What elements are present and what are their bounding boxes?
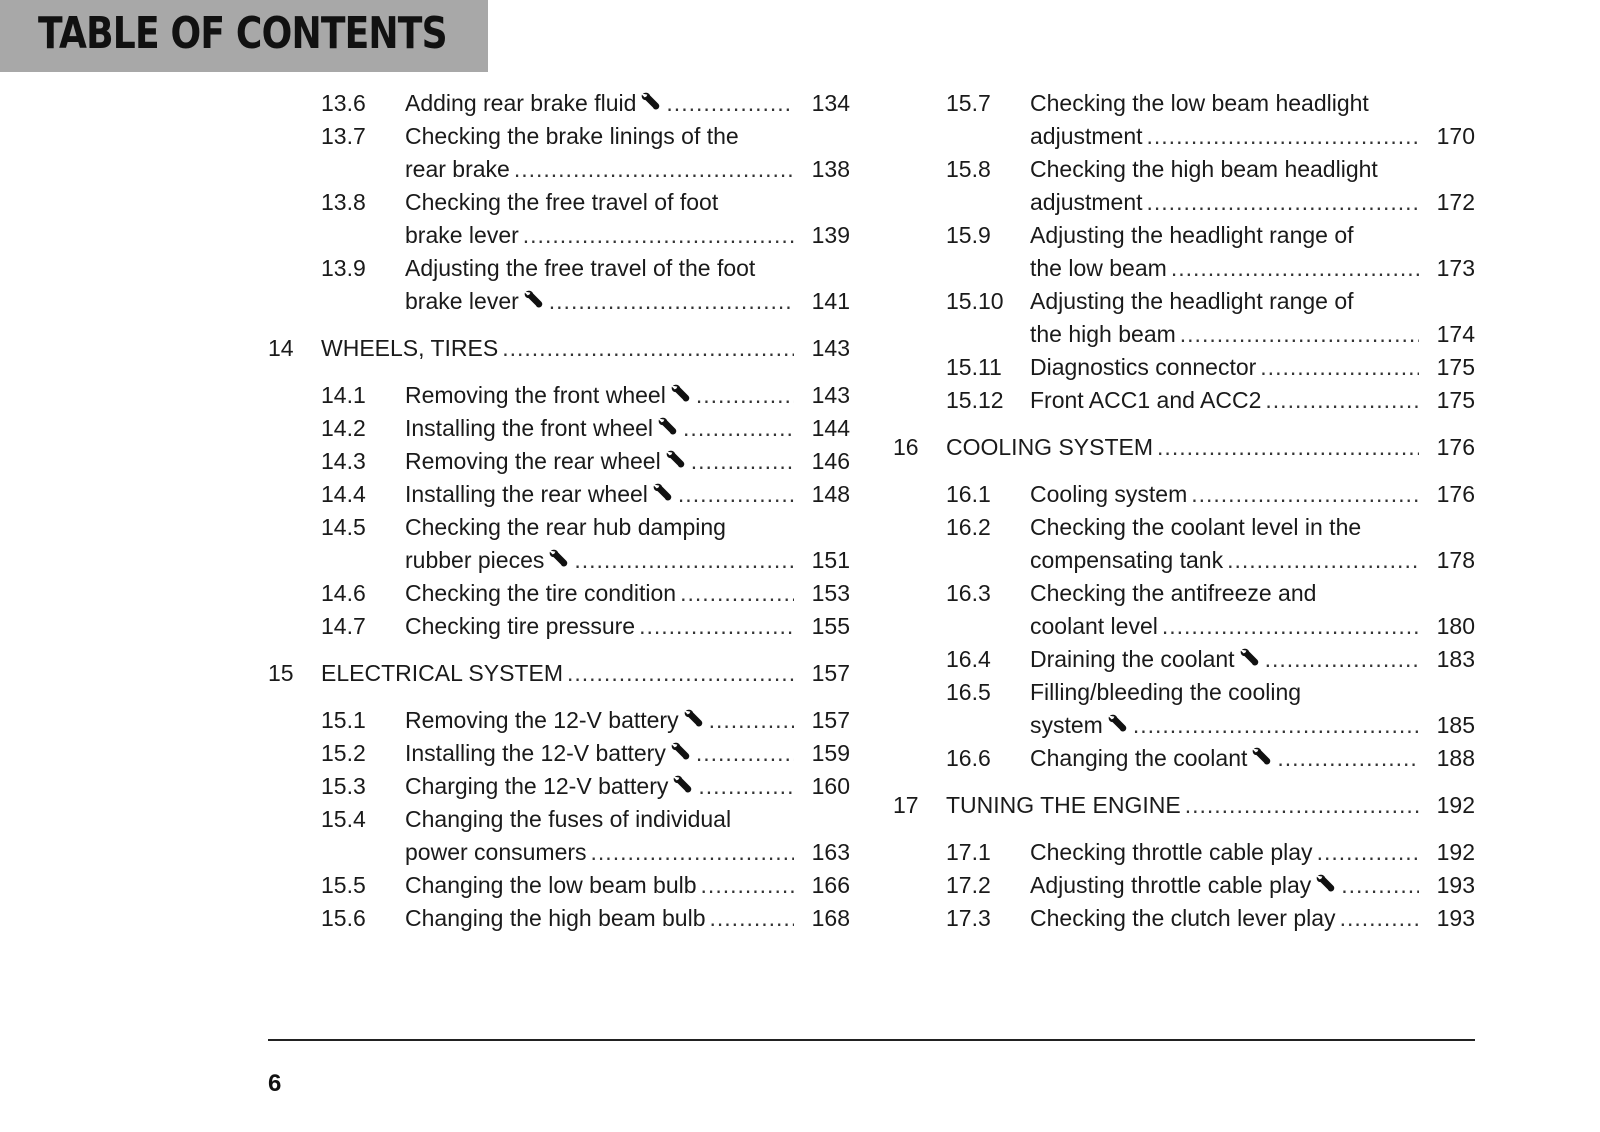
entry-number: 15.2 [321,740,366,766]
entry-title: TUNING THE ENGINE [946,792,1181,818]
entry-title: Removing the front wheel [405,382,666,408]
toc-section-entry[interactable] [268,869,850,902]
entry-number: 14.2 [321,415,366,441]
entry-number: 17.3 [946,905,991,931]
toc-section-entry[interactable] [893,511,1475,577]
dot-leader [1191,478,1419,511]
entry-page-number: 188 [1436,745,1475,771]
entry-page-number: 166 [811,872,850,898]
entry-title: Adding rear brake fluid [405,90,637,116]
wrench-icon [1239,647,1261,667]
toc-section-entry[interactable] [893,676,1475,742]
toc-section-entry[interactable] [893,478,1475,511]
entry-title: Filling/bleeding the cooling [1030,679,1302,705]
entry-number: 15.3 [321,773,366,799]
entry-page-number: 157 [811,660,850,686]
entry-page-number: 192 [1436,792,1475,818]
entry-number: 16.5 [946,679,991,705]
toc-section-entry[interactable] [893,742,1475,775]
entry-page-number: 173 [1436,255,1475,281]
entry-page-number: 183 [1436,646,1475,672]
toc-section-entry[interactable] [268,186,850,252]
entry-number: 15.5 [321,872,366,898]
dot-leader [1180,318,1419,351]
entry-number: 14 [268,335,294,361]
entry-number: 15.12 [946,387,1004,413]
toc-section-entry[interactable] [268,379,850,412]
entry-title: Front ACC1 and ACC2 [1030,387,1262,413]
toc-section-entry[interactable] [268,120,850,186]
dot-leader [1133,709,1419,742]
dot-leader [1277,742,1419,775]
entry-number: 14.4 [321,481,366,507]
entry-number: 17.1 [946,839,991,865]
toc-right-column [893,87,1475,935]
entry-page-number: 141 [811,288,850,314]
wrench-icon [640,91,662,111]
entry-number: 15.10 [946,288,1004,314]
entry-title: Installing the front wheel [405,415,654,441]
entry-number: 16.3 [946,580,991,606]
toc-section-entry[interactable] [268,803,850,869]
page-number: 6 [268,1070,282,1097]
toc-section-entry[interactable] [268,511,850,577]
entry-number: 16.4 [946,646,991,672]
entry-number: 16 [893,434,919,460]
entry-page-number: 193 [1436,905,1475,931]
entry-title: WHEELS, TIRES [321,335,499,361]
entry-number: 14.6 [321,580,366,606]
wrench-icon [672,774,694,794]
wrench-icon [1107,713,1129,733]
entry-page-number: 134 [811,90,850,116]
entry-number: 13.7 [321,123,366,149]
entry-number: 17.2 [946,872,991,898]
wrench-icon [1251,746,1273,766]
dot-leader [502,332,794,365]
dot-leader [701,869,794,902]
toc-section-entry[interactable] [893,285,1475,351]
entry-page-number: 193 [1436,872,1475,898]
dot-leader [523,219,794,252]
entry-number: 15 [268,660,294,686]
entry-number: 15.6 [321,905,366,931]
entry-page-number: 143 [811,335,850,361]
dot-leader [1171,252,1419,285]
entry-title: Checking the clutch lever play [1030,905,1336,931]
entry-title: power consumers [405,839,587,865]
dot-leader [1157,431,1419,464]
entry-title: Checking tire pressure [405,613,636,639]
entry-number: 15.4 [321,806,366,832]
entry-title: Checking the low beam headlight [1030,90,1369,116]
entry-title: compensating tank [1030,547,1224,573]
dot-leader [1317,836,1419,869]
entry-page-number: 139 [811,222,850,248]
toc-section-entry[interactable] [893,384,1475,417]
dot-leader [514,153,794,186]
entry-page-number: 176 [1436,434,1475,460]
entry-page-number: 175 [1436,387,1475,413]
entry-number: 14.7 [321,613,366,639]
toc-section-entry[interactable] [268,87,850,120]
dot-leader [666,87,794,120]
entry-title: system [1030,712,1103,738]
entry-title: Diagnostics connector [1030,354,1257,380]
toc-section-entry[interactable] [268,770,850,803]
dot-leader [683,412,794,445]
entry-page-number: 176 [1436,481,1475,507]
toc-chapter-entry[interactable] [268,332,850,365]
wrench-icon [1315,873,1337,893]
toc-chapter-entry[interactable] [893,431,1475,464]
toc-left-column [268,87,850,935]
footer-divider [268,1039,1475,1041]
dot-leader [549,285,794,318]
toc-section-entry[interactable] [268,445,850,478]
entry-page-number: 151 [811,547,850,573]
entry-title: rear brake [405,156,510,182]
entry-title: coolant level [1030,613,1158,639]
entry-page-number: 168 [811,905,850,931]
entry-number: 16.1 [946,481,991,507]
toc-section-entry[interactable] [893,836,1475,869]
entry-number: 17 [893,792,919,818]
toc-section-entry[interactable] [893,869,1475,902]
entry-number: 16.2 [946,514,991,540]
toc-chapter-entry[interactable] [893,789,1475,822]
entry-page-number: 146 [811,448,850,474]
page-title: TABLE OF CONTENTS [38,8,447,59]
entry-title: Adjusting throttle cable play [1030,872,1312,898]
dot-leader [710,902,794,935]
dot-leader [1162,610,1419,643]
entry-title: the low beam [1030,255,1167,281]
dot-leader [1227,544,1419,577]
entry-title: brake lever [405,288,519,314]
entry-title: Checking the rear hub damping [405,514,726,540]
toc-section-entry[interactable] [268,478,850,511]
entry-page-number: 138 [811,156,850,182]
entry-title: Adjusting the headlight range of [1030,288,1354,314]
entry-title: Removing the 12-V battery [405,707,679,733]
entry-page-number: 175 [1436,354,1475,380]
wrench-icon [523,289,545,309]
entry-title: ELECTRICAL SYSTEM [321,660,563,686]
entry-number: 15.1 [321,707,366,733]
entry-title: Draining the coolant [1030,646,1235,672]
entry-number: 13.6 [321,90,366,116]
entry-page-number: 180 [1436,613,1475,639]
dot-leader [1341,869,1419,902]
wrench-icon [548,548,570,568]
dot-leader [591,836,794,869]
entry-number: 14.3 [321,448,366,474]
toc-section-entry[interactable] [268,902,850,935]
entry-title: rubber pieces [405,547,545,573]
entry-title: Checking throttle cable play [1030,839,1313,865]
dot-leader [691,445,794,478]
entry-page-number: 153 [811,580,850,606]
entry-page-number: 159 [811,740,850,766]
entry-title: Changing the high beam bulb [405,905,706,931]
entry-title: Checking the coolant level in the [1030,514,1362,540]
entry-title: Cooling system [1030,481,1188,507]
entry-title: Checking the free travel of foot [405,189,719,215]
toc-section-entry[interactable] [268,577,850,610]
entry-number: 13.8 [321,189,366,215]
entry-number: 15.7 [946,90,991,116]
entry-title: adjustment [1030,123,1143,149]
entry-page-number: 143 [811,382,850,408]
wrench-icon [665,449,687,469]
toc-section-entry[interactable] [893,87,1475,153]
dot-leader [1265,643,1419,676]
toc-section-entry[interactable] [268,704,850,737]
entry-title: Checking the antifreeze and [1030,580,1317,606]
toc-section-entry[interactable] [268,737,850,770]
entry-number: 15.9 [946,222,991,248]
dot-leader [680,577,794,610]
entry-page-number: 178 [1436,547,1475,573]
dot-leader [1185,789,1419,822]
entry-number: 14.1 [321,382,366,408]
entry-number: 15.11 [946,354,1002,380]
entry-title: Adjusting the headlight range of [1030,222,1354,248]
entry-title: Removing the rear wheel [405,448,661,474]
wrench-icon [670,383,692,403]
entry-page-number: 172 [1436,189,1475,215]
dot-leader [639,610,794,643]
toc-section-entry[interactable] [268,252,850,318]
toc-chapter-entry[interactable] [268,657,850,690]
entry-page-number: 192 [1436,839,1475,865]
entry-number: 14.5 [321,514,366,540]
dot-leader [567,657,794,690]
entry-title: COOLING SYSTEM [946,434,1154,460]
entry-title: Checking the high beam headlight [1030,156,1378,182]
dot-leader [698,770,794,803]
entry-page-number: 185 [1436,712,1475,738]
entry-page-number: 155 [811,613,850,639]
dot-leader [696,379,794,412]
entry-page-number: 170 [1436,123,1475,149]
dot-leader [709,704,794,737]
entry-page-number: 174 [1436,321,1475,347]
wrench-icon [683,708,705,728]
dot-leader [696,737,794,770]
entry-number: 15.8 [946,156,991,182]
entry-title: Charging the 12-V battery [405,773,669,799]
dot-leader [678,478,794,511]
toc-section-entry[interactable] [893,643,1475,676]
toc-section-entry[interactable] [893,219,1475,285]
dot-leader [1265,384,1419,417]
dot-leader [1340,902,1419,935]
entry-page-number: 157 [811,707,850,733]
entry-title: Installing the rear wheel [405,481,648,507]
toc-section-entry[interactable] [893,153,1475,219]
entry-number: 16.6 [946,745,991,771]
entry-title: Changing the fuses of individual [405,806,732,832]
toc-section-entry[interactable] [893,902,1475,935]
entry-page-number: 163 [811,839,850,865]
toc-section-entry[interactable] [893,577,1475,643]
entry-title: Changing the low beam bulb [405,872,697,898]
dot-leader [1260,351,1419,384]
entry-title: the high beam [1030,321,1176,347]
entry-title: Adjusting the free travel of the foot [405,255,756,281]
entry-title: Checking the brake linings of the [405,123,739,149]
entry-title: Changing the coolant [1030,745,1248,771]
entry-page-number: 144 [811,415,850,441]
toc-section-entry[interactable] [893,351,1475,384]
toc-section-entry[interactable] [268,412,850,445]
entry-title: Checking the tire condition [405,580,677,606]
dot-leader [1147,186,1419,219]
wrench-icon [652,482,674,502]
wrench-icon [657,416,679,436]
dot-leader [574,544,794,577]
entry-title: Installing the 12-V battery [405,740,666,766]
entry-page-number: 160 [811,773,850,799]
wrench-icon [670,741,692,761]
entry-title: brake lever [405,222,519,248]
entry-number: 13.9 [321,255,366,281]
dot-leader [1147,120,1419,153]
toc-section-entry[interactable] [268,610,850,643]
entry-page-number: 148 [811,481,850,507]
entry-title: adjustment [1030,189,1143,215]
